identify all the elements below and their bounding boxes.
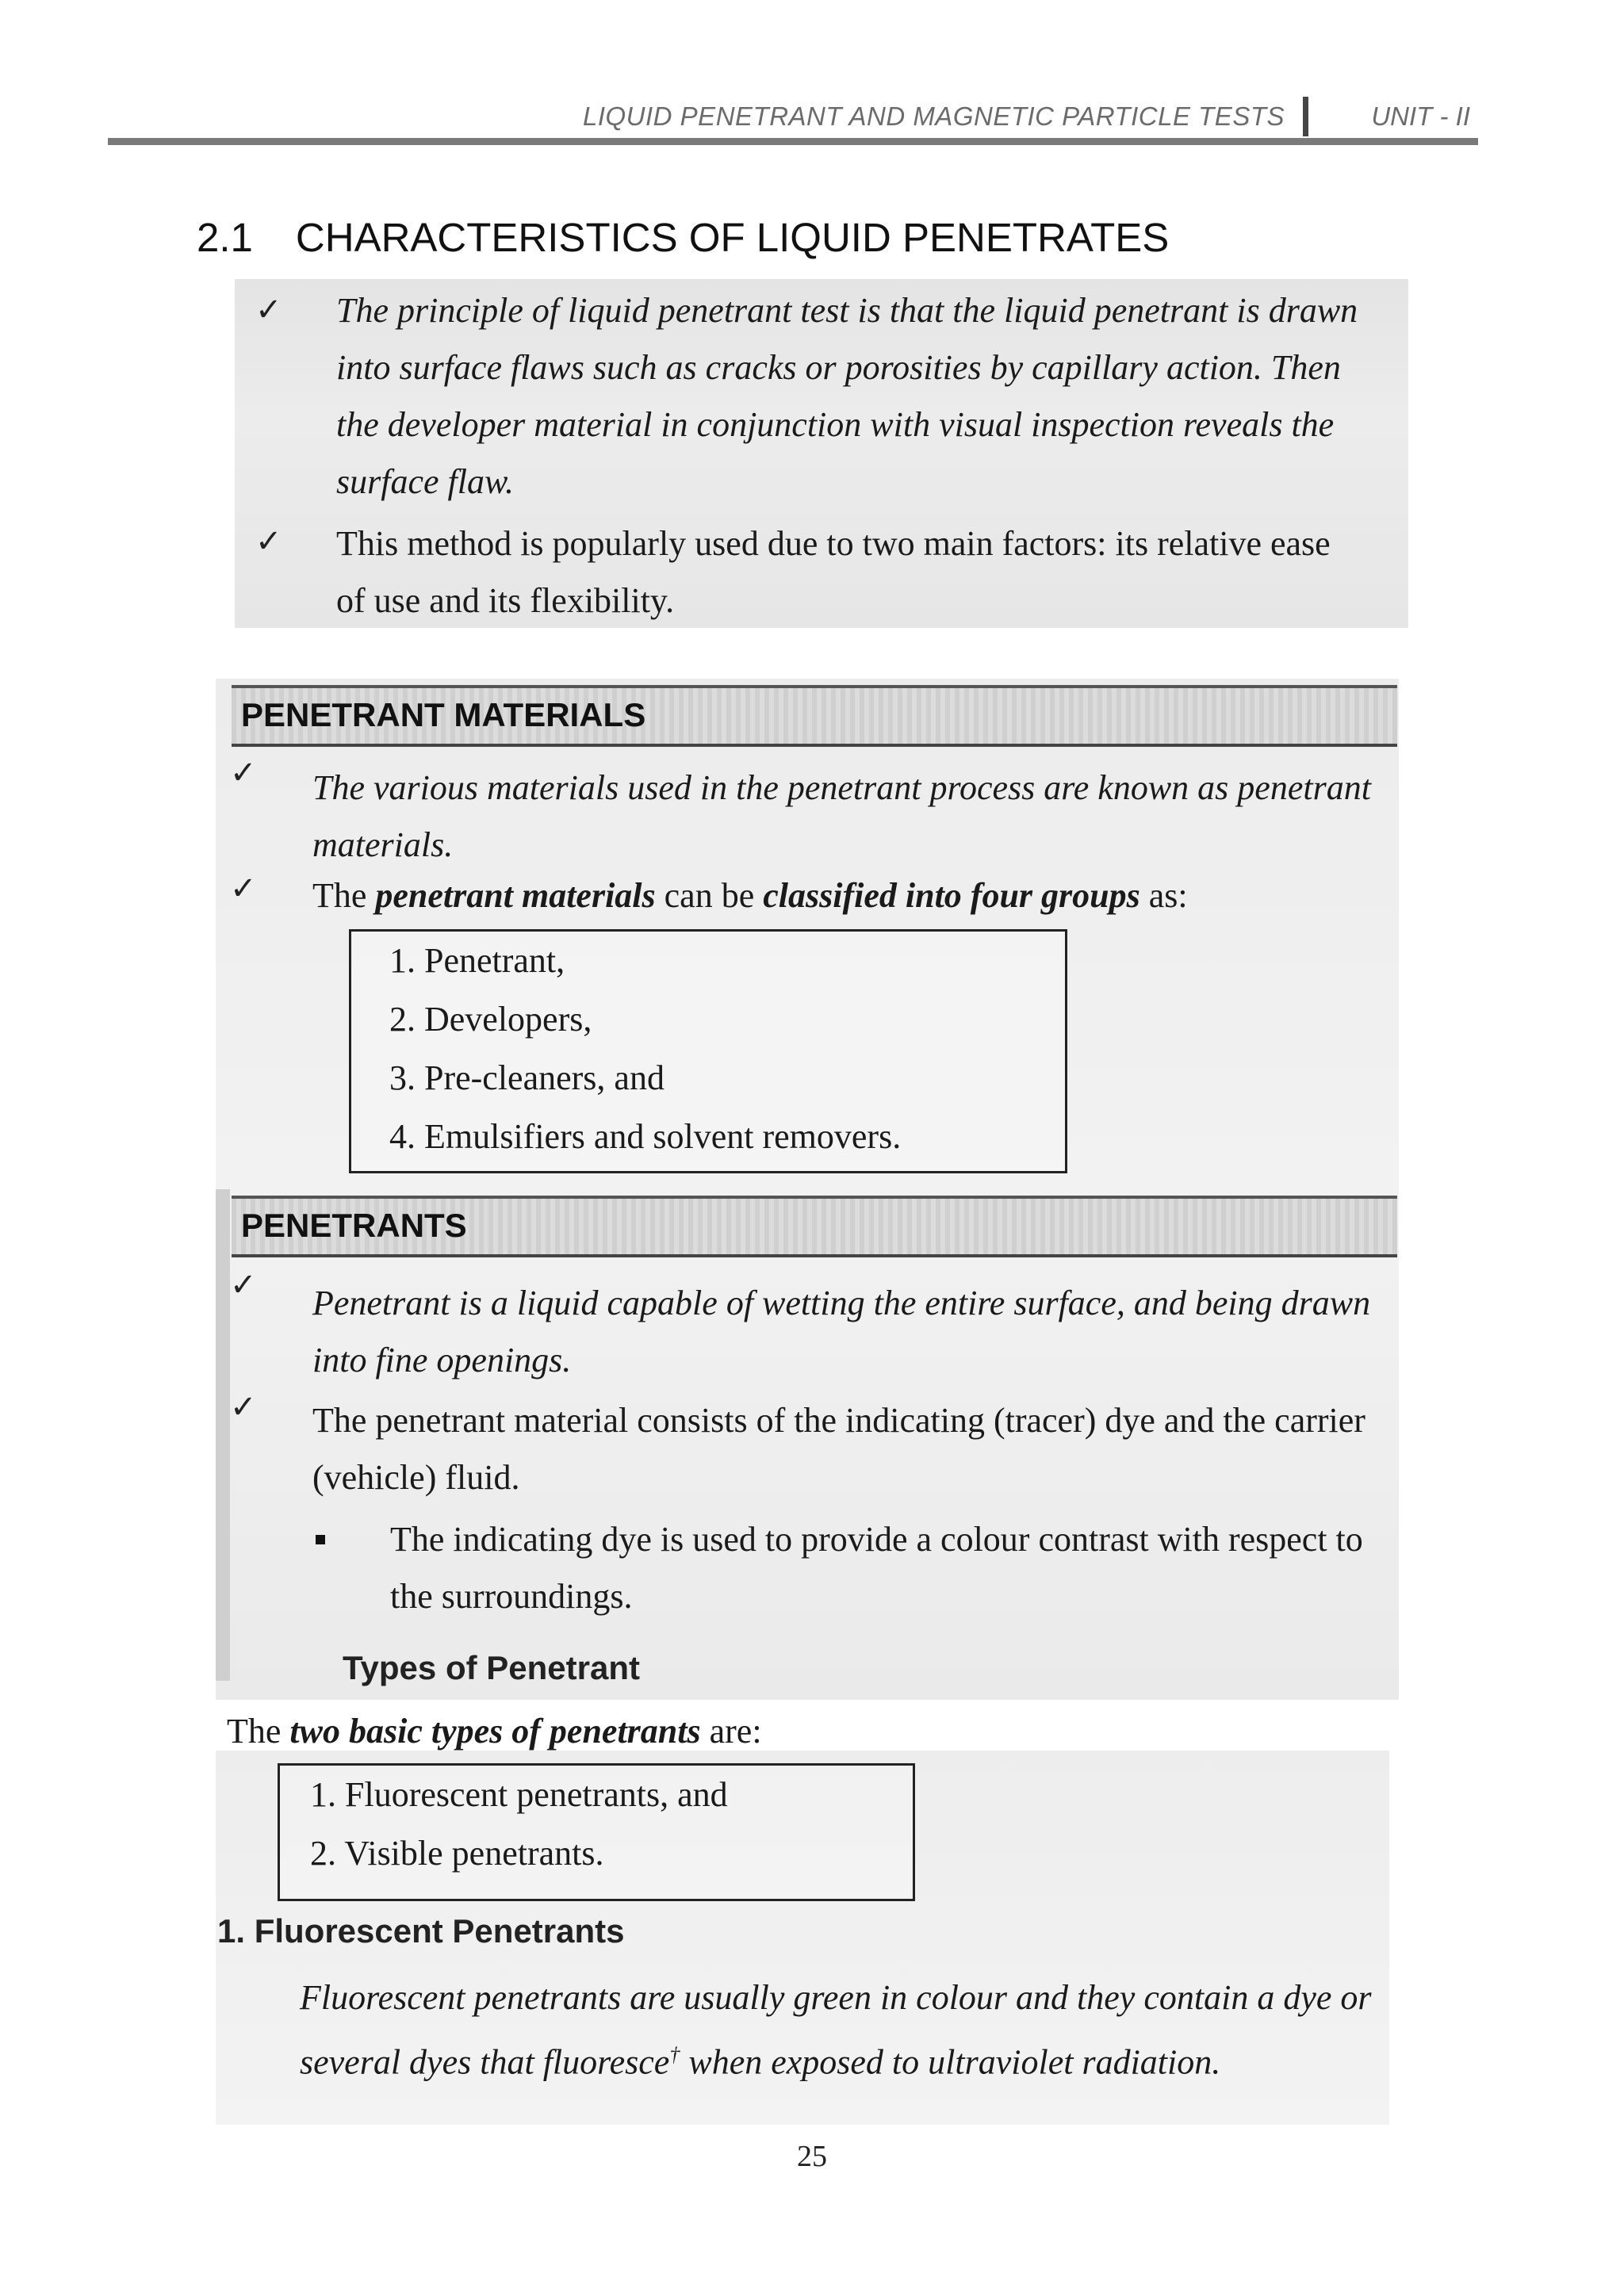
check-icon: ✓ <box>230 755 257 791</box>
header-title: LIQUID PENETRANT AND MAGNETIC PARTICLE TESTS <box>582 101 1285 131</box>
list-item: 2. Visible penetrants. <box>310 1834 604 1873</box>
materials-bullet-2-post: as: <box>1139 876 1188 915</box>
fluorescent-text-pre: Fluorescent penetrants are usually green in colour and they contain a dye or several dyes that fluoresce <box>300 1978 1372 2082</box>
penetrants-sub-bullet: The indicating dye is used to provide a colour contrast with respect to the surroundings. <box>390 1520 1363 1616</box>
materials-bullet-2 <box>312 867 1399 924</box>
page-header <box>108 94 1478 143</box>
penetrant-materials-heading <box>232 685 1397 747</box>
intro-bullet-1: The principle of liquid penetrant test is that the liquid penetrant is drawn into surface flaws such as cracks or porosities by capillary action. Then the developer material in conjunction with visual inspection reveals the surface flaw. <box>336 291 1358 501</box>
fluorescent-text <box>300 1969 1394 2091</box>
page-number: 25 <box>797 2140 827 2173</box>
intro-bullet-2: This method is popularly used due to two main factors: its relative ease of use and its flexibility. <box>336 524 1331 620</box>
penetrants-heading-text: PENETRANTS <box>241 1207 467 1244</box>
types-intro-em: two basic types of penetrants <box>289 1712 701 1751</box>
penetrants-bullet-1: Penetrant is a liquid capable of wetting the entire surface, and being drawn into fine openings. <box>312 1284 1371 1380</box>
materials-bullet-2-em2: classified into four groups <box>763 876 1140 915</box>
list-item: 3. Pre-cleaners, and <box>389 1058 665 1097</box>
check-icon: ✓ <box>255 292 282 328</box>
scan-edge-shadow <box>216 1189 230 1681</box>
section-title <box>197 214 1169 261</box>
check-icon: ✓ <box>230 871 257 907</box>
section-title-text: CHARACTERISTICS OF LIQUID PENETRATES <box>295 215 1170 260</box>
types-intro <box>227 1703 1178 1760</box>
list-item: 1. Fluorescent penetrants, and <box>310 1775 728 1814</box>
header-rule <box>108 138 1478 145</box>
check-icon: ✓ <box>230 1389 257 1425</box>
check-icon: ✓ <box>255 523 282 560</box>
section-number: 2.1 <box>197 215 253 260</box>
fluorescent-heading: 1. Fluorescent Penetrants <box>217 1912 625 1950</box>
materials-group-list <box>349 929 1067 1173</box>
materials-bullet-2-mid: can be <box>655 876 764 915</box>
check-icon: ✓ <box>230 1267 257 1303</box>
penetrant-materials-heading-text: PENETRANT MATERIALS <box>241 696 646 733</box>
list-item: 4. Emulsifiers and solvent removers. <box>389 1117 902 1156</box>
dagger-mark: † <box>669 2043 680 2066</box>
list-item: 1. Penetrant, <box>389 941 565 980</box>
materials-bullet-2-pre: The <box>312 876 376 915</box>
square-bullet-icon <box>316 1535 325 1544</box>
list-item: 2. Developers, <box>389 1000 592 1039</box>
header-unit: UNIT - II <box>1371 101 1470 131</box>
types-heading: Types of Penetrant <box>343 1649 640 1686</box>
types-intro-post: are: <box>700 1712 762 1751</box>
penetrants-heading <box>232 1196 1397 1257</box>
types-intro-pre: The <box>227 1712 290 1751</box>
header-separator <box>1303 97 1308 136</box>
fluorescent-text-post: when exposed to ultraviolet radiation. <box>680 2042 1221 2082</box>
types-list <box>278 1763 915 1901</box>
materials-bullet-1: The various materials used in the penetrant process are known as penetrant materials. <box>312 768 1371 864</box>
materials-bullet-2-em1: penetrant materials <box>375 876 656 915</box>
penetrants-bullet-2: The penetrant material consists of the indicating (tracer) dye and the carrier (vehicle) fluid. <box>312 1401 1365 1497</box>
